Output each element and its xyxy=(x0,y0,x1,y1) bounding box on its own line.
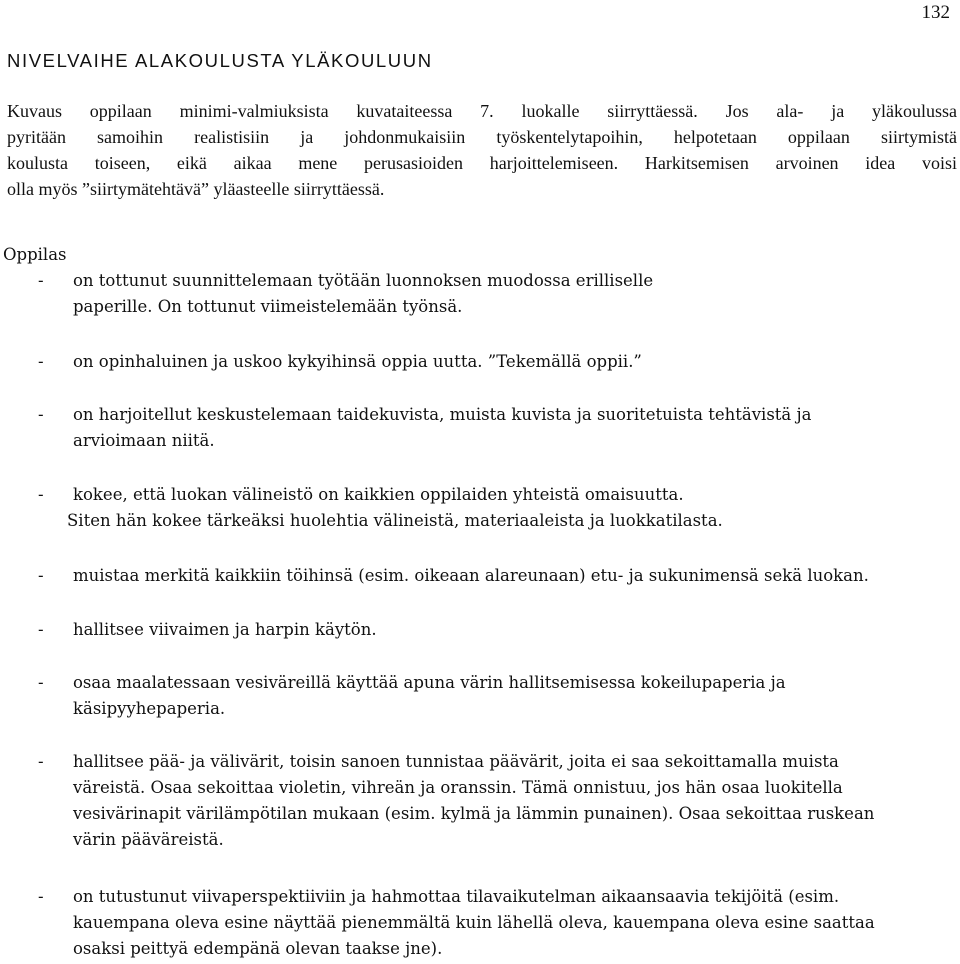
list-item-line: kauempana oleva esine näyttää pienemmältä kuin lähellä oleva, kauempana oleva esine saattaa xyxy=(73,913,875,932)
oppilas-label: Oppilas xyxy=(3,245,67,264)
list-dash: - xyxy=(38,485,44,504)
list-item-line: paperille. On tottunut viimeistelemään työnsä. xyxy=(73,297,463,316)
list-item-line: muistaa merkitä kaikkiin töihinsä (esim. oikeaan alareunaan) etu- ja sukunimensä sekä luokan. xyxy=(73,566,869,585)
list-dash: - xyxy=(38,405,44,424)
list-dash: - xyxy=(38,271,44,290)
list-dash: - xyxy=(38,752,44,771)
list-dash: - xyxy=(38,887,44,906)
list-item-line: hallitsee viivaimen ja harpin käytön. xyxy=(73,620,377,639)
list-item-line: on tottunut suunnittelemaan työtään luonnoksen muodossa erilliselle xyxy=(73,271,654,290)
list-dash: - xyxy=(38,352,44,371)
list-item-line: käsipyyhepaperia. xyxy=(73,699,226,718)
list-dash: - xyxy=(38,673,44,692)
list-dash: - xyxy=(38,566,44,585)
intro-line: koulusta toiseen, eikä aikaa mene perusasioiden harjoittelemiseen. Harkitsemisen arvoinen idea voisi xyxy=(7,153,957,173)
list-item-line: on opinhaluinen ja uskoo kykyihinsä oppia uutta. ”Tekemällä oppii.” xyxy=(73,352,642,371)
list-item-line: vesivärinapit värilämpötilan mukaan (esim. kylmä ja lämmin punainen). Osaa sekoittaa ruskean xyxy=(73,804,875,823)
list-item-line: osaa maalatessaan vesiväreillä käyttää apuna värin hallitsemisessa kokeilupaperia ja xyxy=(73,673,786,692)
page-number: 132 xyxy=(921,2,950,23)
document-heading: NIVELVAIHE ALAKOULUSTA YLÄKOULUUN xyxy=(7,50,433,71)
list-item-line: Siten hän kokee tärkeäksi huolehtia välineistä, materiaaleista ja luokkatilasta. xyxy=(67,511,723,530)
list-item-line: väreistä. Osaa sekoittaa violetin, vihreän ja oranssin. Tämä onnistuu, jos hän osaa luokitella xyxy=(73,778,843,797)
list-item-line: arvioimaan niitä. xyxy=(73,431,215,450)
intro-line: olla myös ”siirtymätehtävä” yläasteelle siirryttäessä. xyxy=(7,179,385,199)
list-item-line: on harjoitellut keskustelemaan taidekuvista, muista kuvista ja suoritetuista tehtävistä ja xyxy=(73,405,812,424)
list-dash: - xyxy=(38,620,44,639)
list-item-line: on tutustunut viivaperspektiiviin ja hahmottaa tilavaikutelman aikaansaavia tekijöitä (esim. xyxy=(73,887,840,906)
list-item-line: kokee, että luokan välineistö on kaikkien oppilaiden yhteistä omaisuutta. xyxy=(73,485,684,504)
intro-line: Kuvaus oppilaan minimi-valmiuksista kuvataiteessa 7. luokalle siirryttäessä. Jos ala- ja yläkoulussa xyxy=(7,101,957,121)
list-item-line: värin pääväreistä. xyxy=(73,830,224,849)
intro-line: pyritään samoihin realistisiin ja johdonmukaisiin työskentelytapoihin, helpotetaan oppilaan siirtymistä xyxy=(7,127,957,147)
list-item-line: hallitsee pää- ja välivärit, toisin sanoen tunnistaa päävärit, joita ei saa sekoittamalla muista xyxy=(73,752,839,771)
intro-paragraph xyxy=(7,98,957,202)
list-item-line: osaksi peittyä edempänä olevan taakse jne). xyxy=(73,939,443,958)
